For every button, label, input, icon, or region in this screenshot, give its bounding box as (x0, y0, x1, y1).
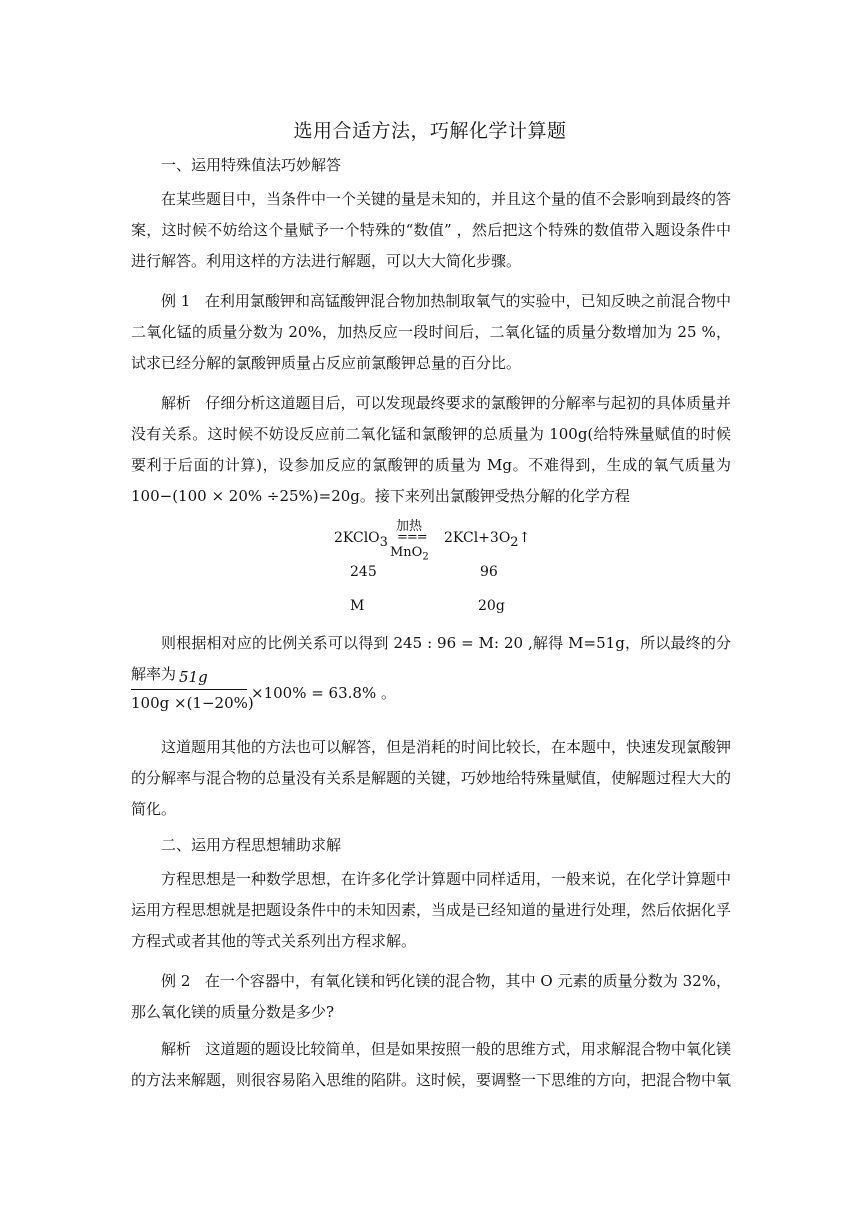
equation-condition: 加热 (396, 519, 423, 534)
example-2-text: 在一个容器中，有氧化镁和钙化镁的混合物，其中 O 元素的质量分数为 32%，那么氧化镁的质量分数是多少? (131, 972, 731, 1021)
analysis-2-paragraph (131, 1034, 731, 1096)
section-2-paragraph: 方程思想是一种数学思想，在许多化学计算题中同样适用，一般来说，在化学计算题中运用方程思想就是把题设条件中的未知因素，当成是已经知道的量进行处理，然后依据化孚方程式或者其他的等式关系列出方程求解。 (131, 870, 732, 950)
section-1-paragraph: 在某些题目中，当条件中一个关键的量是未知的，并且这个量的值不会影响到最终的答案，这时候不妨给这个量赋予一个特殊的“数值” ，然后把这个特殊的数值带入题设条件中进行解答。利用这样的方法进行解题，可以大大简化步骤。 (131, 190, 732, 270)
section-1-heading: 一、运用特殊值法巧妙解答 (161, 156, 342, 174)
conclusion-1-paragraph: 这道题用其他的方法也可以解答，但是消耗的时间比较长，在本题中，快速发现氯酸钾的分解率与混合物的总量没有关系是解题的关键，巧妙地给特殊量赋值，使解题过程大大的简化。 (131, 738, 732, 818)
fraction-denominator: 100g ×(1−20%) (131, 694, 254, 712)
section-2-heading: 二、运用方程思想辅助求解 (161, 836, 342, 854)
var-right: 20g (478, 598, 505, 614)
fraction-bar (131, 689, 247, 690)
fraction-numerator: 51g (179, 668, 208, 686)
analysis-1-label: 解析 (161, 394, 192, 412)
analysis-1-text: 仔细分析这道题目后，可以发现最终要求的氯酸钾的分解率与起初的具体质量并没有关系。这时候不妨设反应前二氧化锰和氯酸钾的总质量为 100g(给特殊量赋值的时候要利于后面的计算)，设参加反应的氯酸钾的质量为 Mg。不难得到，生成的氧气质量为 100−(100 × 20% ÷25%)=20g。接下来列出氯酸钾受热分解的化学方程 (131, 394, 731, 505)
mass-left: 245 (350, 564, 377, 580)
fraction-result: ×100% = 63.8% 。 (251, 684, 396, 702)
ratio-paragraph: 则根据相对应的比例关系可以得到 245 : 96 = M: 20 ,解得 M=51g，所以最终的分解率为 (131, 634, 731, 683)
analysis-2-text: 这道题的题设比较简单，但是如果按照一般的思维方式，用求解混合物中氧化镁的方法来解题，则很容易陷入思维的陷阱。这时候，要调整一下思维的方向，把混合物中氧 (131, 1040, 732, 1089)
page-title: 选用合适方法，巧解化学计算题 (293, 120, 567, 142)
equation-reactant: 2KClO$_3$ (334, 530, 388, 550)
equation-arrow: === (397, 530, 427, 545)
example-1-text: 在利用氯酸钾和高锰酸钾混合物加热制取氧气的实验中，已知反映之前混合物中二氧化锰的质量分数为 20%，加热反应一段时间后，二氧化锰的质量分数增加为 25 %，试求已经分解的氯酸钾质量占反应前氯酸钾总量的百分比。 (131, 292, 732, 372)
analysis-2-label: 解析 (161, 1040, 192, 1058)
example-1-paragraph (131, 286, 731, 379)
var-left: M (350, 598, 365, 614)
example-2-label: 例 2 (161, 972, 191, 990)
example-2-paragraph (131, 966, 731, 1028)
equation-catalyst: MnO$_2$ (390, 545, 429, 563)
equation-product: $2KCl+3O_2↑$ (444, 530, 531, 550)
analysis-1-paragraph (131, 388, 731, 512)
example-1-label: 例 1 (161, 292, 191, 310)
mass-right: 96 (480, 564, 498, 580)
